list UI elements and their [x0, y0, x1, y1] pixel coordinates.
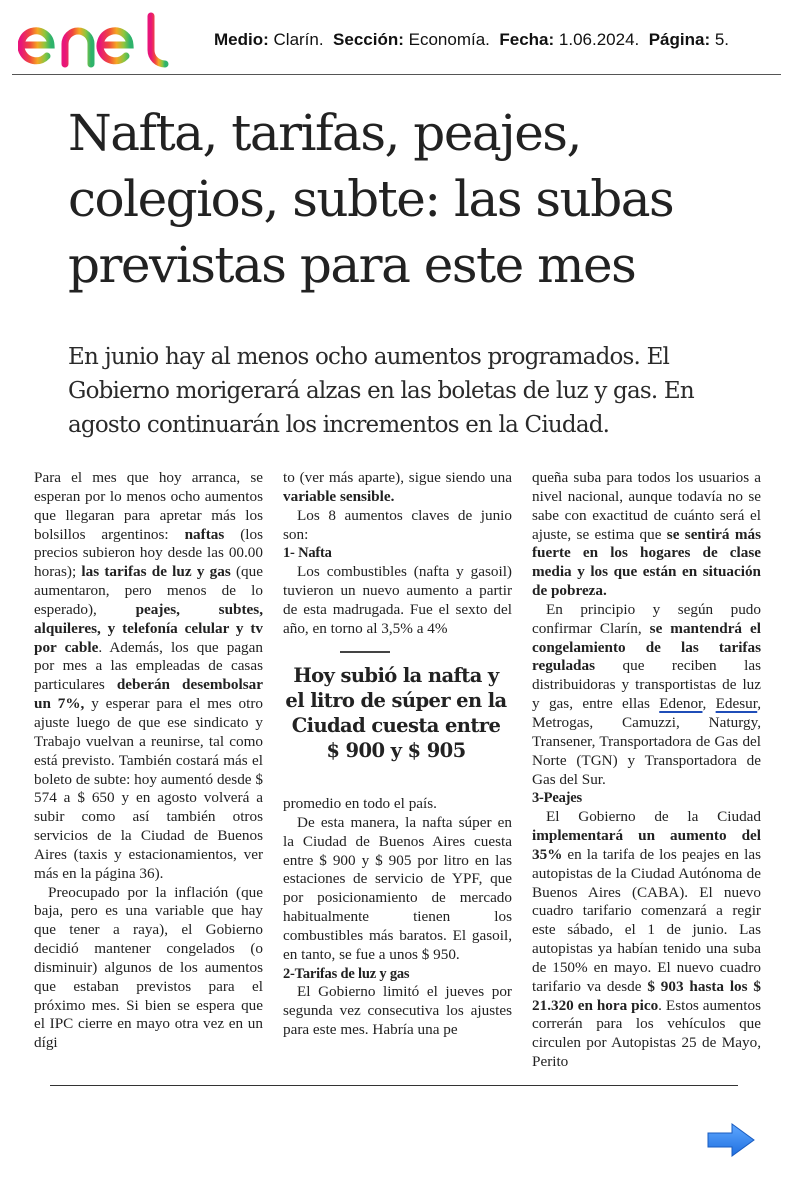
paragraph: queña suba para todos los usuarios a nivel nacional, aunque todavía no se sabe con exactitud de cuánto será el ajuste, se estima que se sentirá más fuerte en los hogares de clase media y los que están en situación de pobreza. — [532, 469, 761, 600]
paragraph: Preocupado por la inflación (que baja, pero es una variable que hay que tener a raya), el Gobierno decidió mantener congelados (o disminuir) algunos de los aumentos que estaban previstos para el próximo mes. Si bien se espera que el IPC cierre en mayo otra vez en un dígi — [34, 883, 263, 1052]
section-heading-nafta: 1- Nafta — [283, 545, 332, 562]
enel-logo — [18, 12, 180, 68]
medio-value: Clarín. — [273, 30, 324, 49]
section-heading-peajes: 3-Peajes — [532, 790, 582, 807]
seccion-value: Economía. — [408, 30, 490, 49]
article-column-3 — [532, 469, 761, 1072]
paragraph: promedio en todo el país. — [283, 795, 437, 812]
paragraph: Los combustibles (nafta y gasoil) tuvieron un nuevo aumento a partir de esta madrugada. Fue el sexto del año, en torno al 3,5% a 4% — [283, 563, 512, 637]
paragraph: En principio y según pudo confirmar Clarín, se mantendrá el congelamiento de las tarifas reguladas que reciben las distribuidoras y transportistas de luz y gas, entre ellas Edenor, Edesur, Metrogas, Camuzzi, Naturgy, Transener, Transportadora de Gas del Norte (TGN) y Transportadora de Gas del Sur. — [532, 600, 762, 788]
footer-divider — [50, 1085, 738, 1086]
article-column-2-bottom — [283, 795, 512, 1040]
paragraph: Para el mes que hoy arranca, se esperan por lo menos ocho aumentos que llegaran para apretar más los bolsillos argentinos: naftas (los precios subieron hoy desde las 00.00 horas); las tarifas de luz y gas (que aumentaron, pero menos de lo esperado), peajes, subtes, alquileres, y telefonía celular y tv por cable. Además, los que pagan por mes a las empleadas de casas particulares deberán desembolsar un 7%, y esperar para el mes otro ajuste luego de que ese sindicato y Trabajo vuelvan a reunirse, tal como está previsto. También costará más el boleto de subte: hoy aumentó desde $ 574 a $ 650 y en agosto volverá a subir como así también otros servicios de la Ciudad de Buenos Aires (taxis y estacionamientos, ver más en la página 36). — [34, 469, 263, 882]
paragraph: De esta manera, la nafta súper en la Ciudad de Buenos Aires cuesta entre $ 900 y $ 905 por litro en las estaciones de servicio de YPF, que por posicionamiento de mercado habitualmente tienen los combustibles más baratos. El gasoil, en tanto, se fue a unos $ 950. — [283, 813, 512, 963]
highlight-edesur: Edesur — [715, 695, 758, 713]
fecha-label: Fecha: — [499, 30, 555, 49]
header-divider — [12, 74, 781, 75]
article-subhead: En junio hay al menos ocho aumentos programados. El Gobierno morigerará alzas en las boletas de luz y gas. En agosto continuarán los incrementos en la Ciudad. — [68, 344, 694, 438]
section-heading-tarifas: 2-Tarifas de luz y gas — [283, 965, 410, 982]
article-column-2-top — [283, 469, 512, 639]
clipping-meta — [214, 30, 729, 50]
highlight-edenor: Edenor — [659, 695, 703, 713]
article-headline: Nafta, tarifas, peajes, colegios, subte: las subas previstas para este mes — [68, 104, 674, 294]
pullquote-rule — [340, 651, 390, 653]
article-column-1 — [34, 469, 263, 1053]
medio-label: Medio: — [214, 30, 269, 49]
seccion-label: Sección: — [333, 30, 404, 49]
arrow-right-icon[interactable] — [706, 1122, 756, 1158]
fecha-value: 1.06.2024. — [558, 30, 640, 49]
paragraph: Los 8 aumentos claves de junio son: — [283, 506, 512, 543]
paragraph: El Gobierno de la Ciudad implementará un aumento del 35% en la tarifa de los peajes en las autopistas de la Ciudad Autónoma de Buenos Aires (CABA). El nuevo cuadro tarifario comenzará a regir este sábado, el 1 de junio. Las autopistas ya habían tenido una suba de 150% en mayo. El nuevo cuadro tarifario va desde $ 903 hasta los $ 21.320 en hora pico. Estos aumentos correrán para los vehículos que circulen por Autopistas 25 de Mayo, Perito — [532, 808, 761, 1071]
pullquote: Hoy subió la nafta y el litro de súper en la Ciudad cuesta entre $ 900 y $ 905 — [285, 664, 507, 762]
paragraph: El Gobierno limitó el jueves por segunda vez consecutiva los ajustes para este mes. Habría una pe — [283, 983, 512, 1039]
pagina-value: 5. — [714, 30, 730, 49]
paragraph: to (ver más aparte), sigue siendo una variable sensible. — [283, 469, 512, 505]
pagina-label: Página: — [648, 30, 711, 49]
